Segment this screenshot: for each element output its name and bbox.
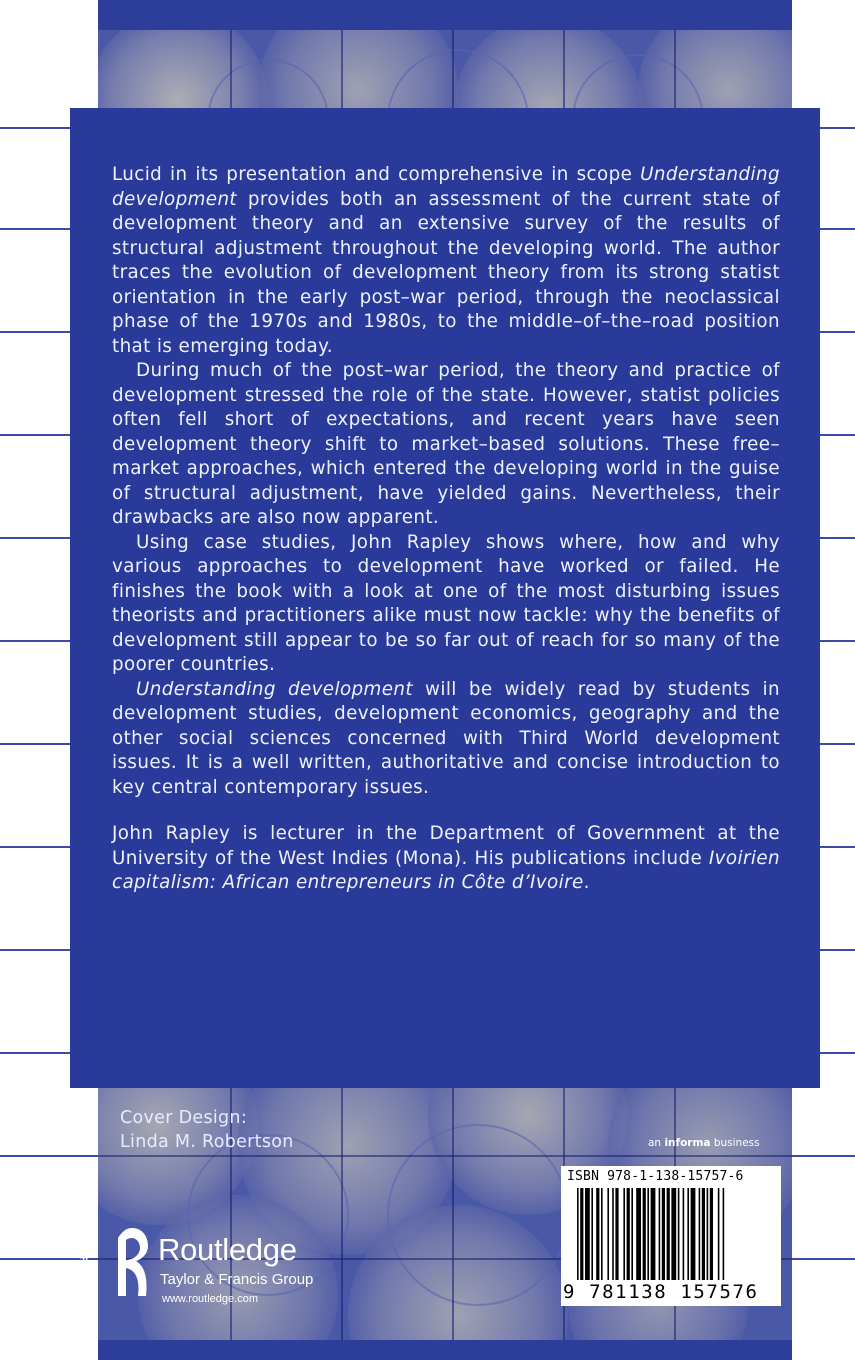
barcode-bar	[710, 1188, 713, 1280]
barcode-bar	[651, 1188, 656, 1280]
barcode-bar	[631, 1188, 633, 1280]
barcode-bar	[577, 1188, 579, 1280]
barcode-bar	[636, 1188, 641, 1280]
credit-label: Cover Design:	[120, 1108, 248, 1128]
blurb-paragraph-1	[112, 163, 780, 359]
barcode-bar	[647, 1188, 649, 1280]
barcode-bar	[643, 1188, 646, 1280]
book-title: Understanding development	[112, 164, 780, 210]
blurb-paragraph-3: Using case studies, John Rapley shows where, how and why various approaches to development have worked or failed. He finishes the book with a look at one of the most disturbing issues theorists and practitioners alike must now tackle: why the benefits of development still appear to be so far out of reach for so many of the poorer countries.	[112, 531, 780, 675]
barcode-bar	[667, 1188, 670, 1280]
credit-name: Linda M. Robertson	[120, 1132, 294, 1152]
publisher-url[interactable]: www.routledge.com	[162, 1293, 258, 1305]
blurb-paragraph-2: During much of the post–war period, the theory and practice of development stressed the role of the state. However, statist policies often fell short of expectations, and recent years have seen development theory shift to market–based solutions. These free–market approaches, which entered the developing world in the guise of structural adjustment, have yielded gains. Nevertheless, their drawbacks are also now apparent.	[112, 360, 780, 528]
barcode-bar	[591, 1188, 593, 1280]
barcode-bar	[615, 1188, 618, 1280]
cover-credit	[120, 1106, 294, 1154]
barcode-bar	[627, 1188, 630, 1280]
barcode-bar	[612, 1188, 614, 1280]
barcode-bar	[723, 1188, 725, 1280]
informa-tagline: an informa business	[648, 1137, 760, 1149]
barcode-bar	[678, 1188, 680, 1280]
barcode-bar	[623, 1188, 625, 1280]
barcode-bar	[691, 1188, 696, 1280]
book-title: Understanding development	[136, 678, 413, 700]
barcode-bar	[585, 1188, 590, 1280]
barcode-bar	[580, 1188, 583, 1280]
barcode-bar	[699, 1188, 701, 1280]
informa-brand: informa	[664, 1137, 711, 1149]
barcode-bar	[687, 1188, 689, 1280]
blurb-text	[112, 163, 780, 896]
barcode-bar	[671, 1188, 676, 1280]
barcode-bar	[601, 1188, 603, 1280]
blurb-rest: provides both an assessment of the current state of development theory and an extensive survey of the results of structural adjustment throughout the developing world. The author traces the evolution of development theory from its strong statist orientation in the early post–war period, through the neoclassical phase of the 1970s and 1980s, to the middle–of–the–road position that is emerging today.	[112, 188, 780, 357]
barcode-bar	[683, 1188, 685, 1280]
bio-work: Ivoirien capitalism: African entrepreneurs in Côte d’Ivoire	[112, 847, 780, 893]
barcode-bar	[702, 1188, 705, 1280]
barcode-bar	[596, 1188, 599, 1280]
bio-lead: John Rapley is lecturer in the Department of Government at the University of the West Indies (Mona). His publications include	[112, 823, 780, 869]
barcode-bar	[659, 1188, 661, 1280]
blurb-lead: Lucid in its presentation and comprehensive in scope	[112, 164, 641, 185]
tile-pattern-top	[98, 30, 792, 120]
blurb-rest: will be widely read by students in development studies, development economics, geography and the other social sciences concerned with Third World development issues. It is a well written, authoritative and concise introduction to key central contemporary issues.	[112, 678, 780, 798]
routledge-logo-icon	[112, 1226, 152, 1298]
barcode-bar	[718, 1188, 720, 1280]
author-bio	[112, 822, 780, 896]
barcode-bar	[662, 1188, 665, 1280]
isbn-text: ISBN 978-1-138-15757-6	[567, 1169, 744, 1184]
publisher-name: Routledge	[158, 1232, 297, 1267]
barcode-bar	[607, 1188, 609, 1280]
barcode-bar	[707, 1188, 709, 1280]
publisher-group: Taylor & Francis Group	[160, 1271, 314, 1288]
bio-end: .	[583, 872, 590, 893]
blurb-paragraph-4	[112, 678, 780, 801]
publisher-spine-text: ROUTLEDGE	[77, 1256, 89, 1330]
barcode-number: 9 781138 157576	[563, 1281, 759, 1303]
